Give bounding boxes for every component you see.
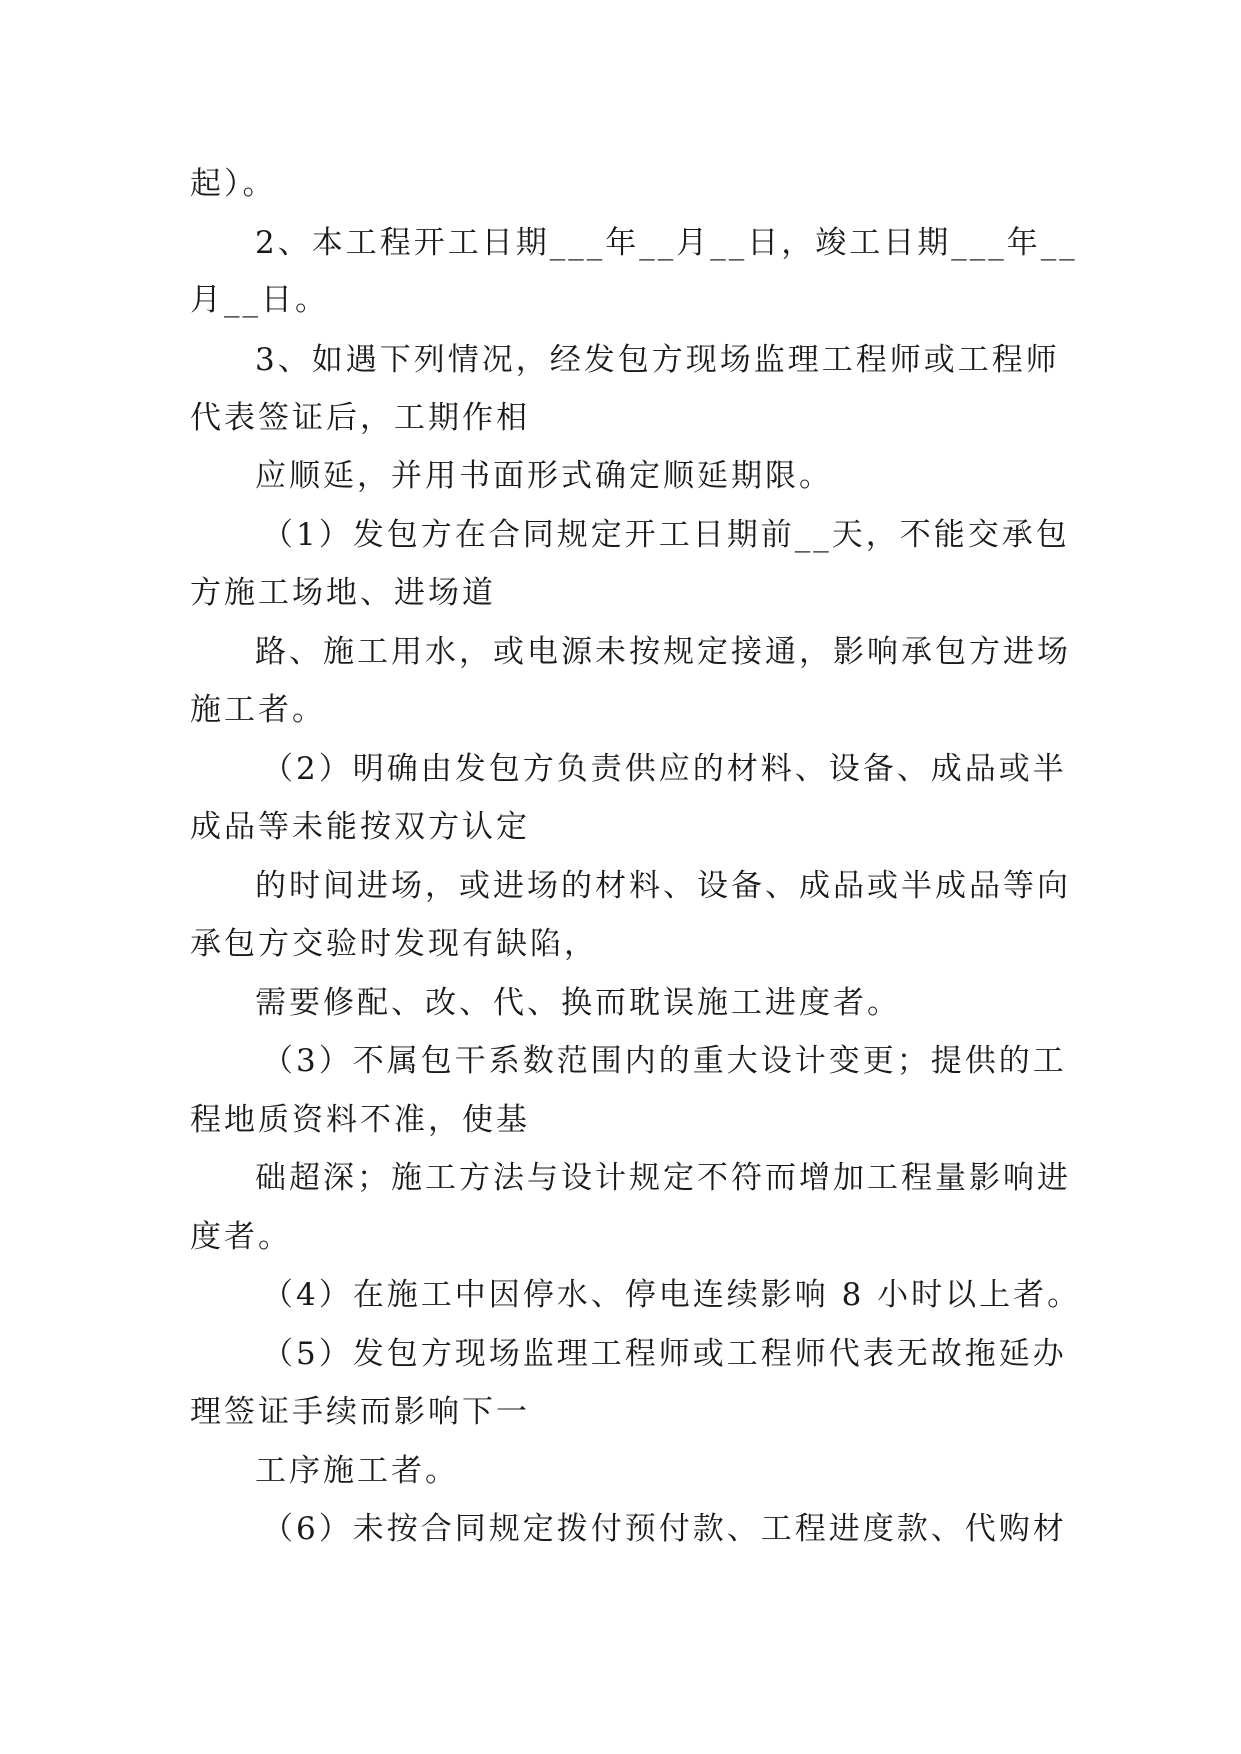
item-1: （1）发包方在合同规定开工日期前__天，不能交承包 [262,517,1070,553]
item-5: （5）发包方现场监理工程师或工程师代表无故拖延办 [262,1336,1067,1372]
item-3: （3）不属包干系数范围内的重大设计变更；提供的工 [262,1043,1067,1079]
text-line: 度者。 [190,1219,292,1255]
text-line: 理签证手续而影响下一 [190,1394,530,1430]
item-4: （4）在施工中因停水、停电连续影响 8 小时以上者。 [262,1277,1082,1313]
text-line: 程地质资料不准，使基 [190,1102,530,1138]
item-6: （6）未按合同规定拨付预付款、工程进度款、代购材 [262,1511,1067,1547]
text-line: 起）。 [190,166,277,202]
text-line: 成品等未能按双方认定 [190,809,530,845]
text-line: 施工者。 [190,692,326,728]
text-line: 应顺延，并用书面形式确定顺延期限。 [255,458,833,494]
text-line: 方施工场地、进场道 [190,575,496,611]
item-2: （2）明确由发包方负责供应的材料、设备、成品或半 [262,751,1067,787]
clause-2-start-date: 2、本工程开工日期___年__月__日，竣工日期___年__ [255,225,1078,261]
text-line: 代表签证后，工期作相 [190,400,530,436]
text-line: 承包方交验时发现有缺陷， [190,926,598,962]
clause-3-heading: 3、如遇下列情况，经发包方现场监理工程师或工程师 [255,342,1060,378]
text-line: 路、施工用水，或电源未按规定接通，影响承包方进场 [255,634,1071,670]
text-line: 需要修配、改、代、换而耽误施工进度者。 [255,985,901,1021]
text-line: 工序施工者。 [255,1453,459,1489]
text-line: 础超深；施工方法与设计规定不符而增加工程量影响进 [255,1160,1071,1196]
text-line: 月__日。 [190,282,329,318]
text-line: 的时间进场，或进场的材料、设备、成品或半成品等向 [255,868,1071,904]
